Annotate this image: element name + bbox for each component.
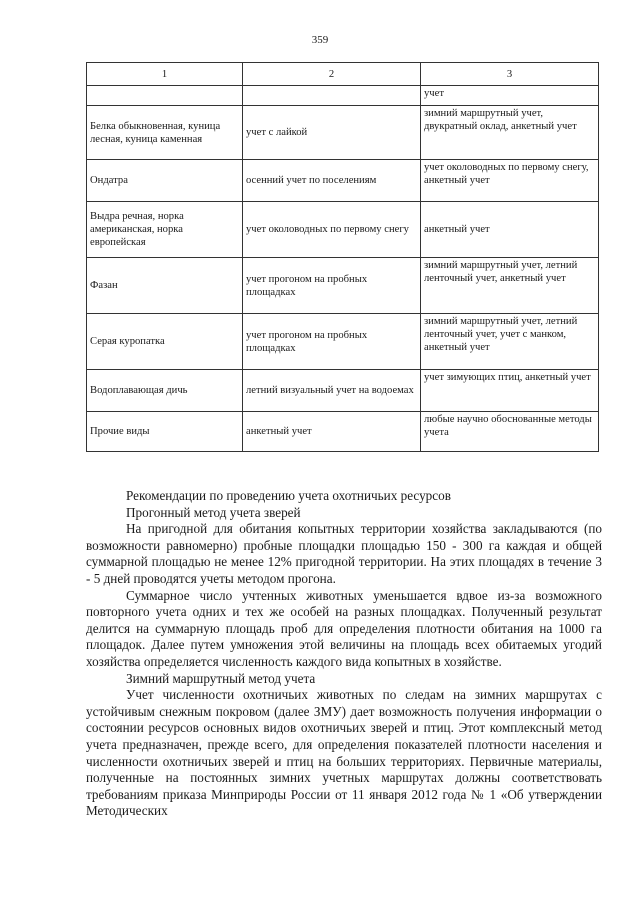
table-header-row (87, 63, 599, 86)
table-row (87, 86, 599, 106)
species-cell (87, 86, 243, 106)
paragraph: Учет численности охотничьих животных по следам на зимних маршрутах с устойчивым снежным покровом (далее ЗМУ) дает возможность получения информации о состоянии ресурсов основных видов охотничьих зверей и птиц. Этот комплексный метод учета предназначен, прежде всего, для определения показателей плотности населения и численности охотничьих зверей и птиц на больших территориях. Первичные материалы, полученные на постоянных зимних учетных маршрутах должны соответствовать требованиям приказа Минприроды России от 11 января 2012 года № 1 «Об утверждении Методических (86, 687, 602, 819)
species-cell: Белка обыкновенная, куница лесная, куница каменная (87, 106, 243, 160)
species-cell: Ондатра (87, 160, 243, 202)
main-method-cell (243, 86, 421, 106)
page-number: 359 (311, 34, 329, 46)
other-methods-cell: анкетный учет (421, 202, 599, 258)
main-method-cell: летний визуальный учет на водоемах (243, 370, 421, 412)
main-method-cell: учет околоводных по первому снегу (243, 202, 421, 258)
species-cell: Серая куропатка (87, 314, 243, 370)
section-heading: Рекомендации по проведению учета охотничьих ресурсов (126, 488, 451, 503)
table-row (87, 202, 599, 258)
subsection-heading: Зимний маршрутный метод учета (126, 670, 316, 686)
table-row (87, 314, 599, 370)
column-header-2: 2 (243, 63, 421, 86)
species-cell: Водоплавающая дичь (87, 370, 243, 412)
table-row (87, 160, 599, 202)
species-cell: Выдра речная, норка американская, норка европейская (87, 202, 243, 258)
other-methods-cell: зимний маршрутный учет, двукратный оклад, анкетный учет (421, 106, 599, 160)
column-header-1: 1 (87, 63, 243, 86)
table-row (87, 412, 599, 452)
main-method-cell: осенний учет по поселениям (243, 160, 421, 202)
table-row (87, 370, 599, 412)
species-cell: Фазан (87, 258, 243, 314)
main-method-cell: учет прогоном на пробных площадках (243, 314, 421, 370)
accounting-methods-table (86, 62, 599, 452)
other-methods-cell: зимний маршрутный учет, летний ленточный учет, анкетный учет (421, 258, 599, 314)
subsection-heading: Прогонный метод учета зверей (126, 504, 301, 520)
paragraph: Суммарное число учтенных животных уменьшается вдвое из-за возможного повторного учета одних и тех же особей на разных площадках. Полученный результат делится на суммарную площадь проб для определения плотности обитания на 1000 га площадок. Далее путем умножения этой величины на площадь всех обитаемых угодий хозяйства определяется численность каждого вида копытных в хозяйстве. (86, 587, 602, 669)
main-method-cell: учет с лайкой (243, 106, 421, 160)
body-text (86, 488, 602, 820)
other-methods-cell: любые научно обоснованные методы учета (421, 412, 599, 452)
column-header-3: 3 (421, 63, 599, 86)
table-row (87, 106, 599, 160)
paragraph: На пригодной для обитания копытных территории хозяйства закладываются (по возможности равномерно) пробные площадки площадью 150 - 300 га каждая и общей суммарной площадью не менее 12% пригодной территории. На этих площадях в течение 3 - 5 дней проводятся учеты методом прогона. (86, 521, 602, 586)
other-methods-cell: зимний маршрутный учет, летний ленточный учет, учет с манком, анкетный учет (421, 314, 599, 370)
species-cell: Прочие виды (87, 412, 243, 452)
table-row (87, 258, 599, 314)
other-methods-cell: учет (421, 86, 599, 106)
main-method-cell: анкетный учет (243, 412, 421, 452)
other-methods-cell: учет зимующих птиц, анкетный учет (421, 370, 599, 412)
other-methods-cell: учет околоводных по первому снегу, анкетный учет (421, 160, 599, 202)
main-method-cell: учет прогоном на пробных площадках (243, 258, 421, 314)
